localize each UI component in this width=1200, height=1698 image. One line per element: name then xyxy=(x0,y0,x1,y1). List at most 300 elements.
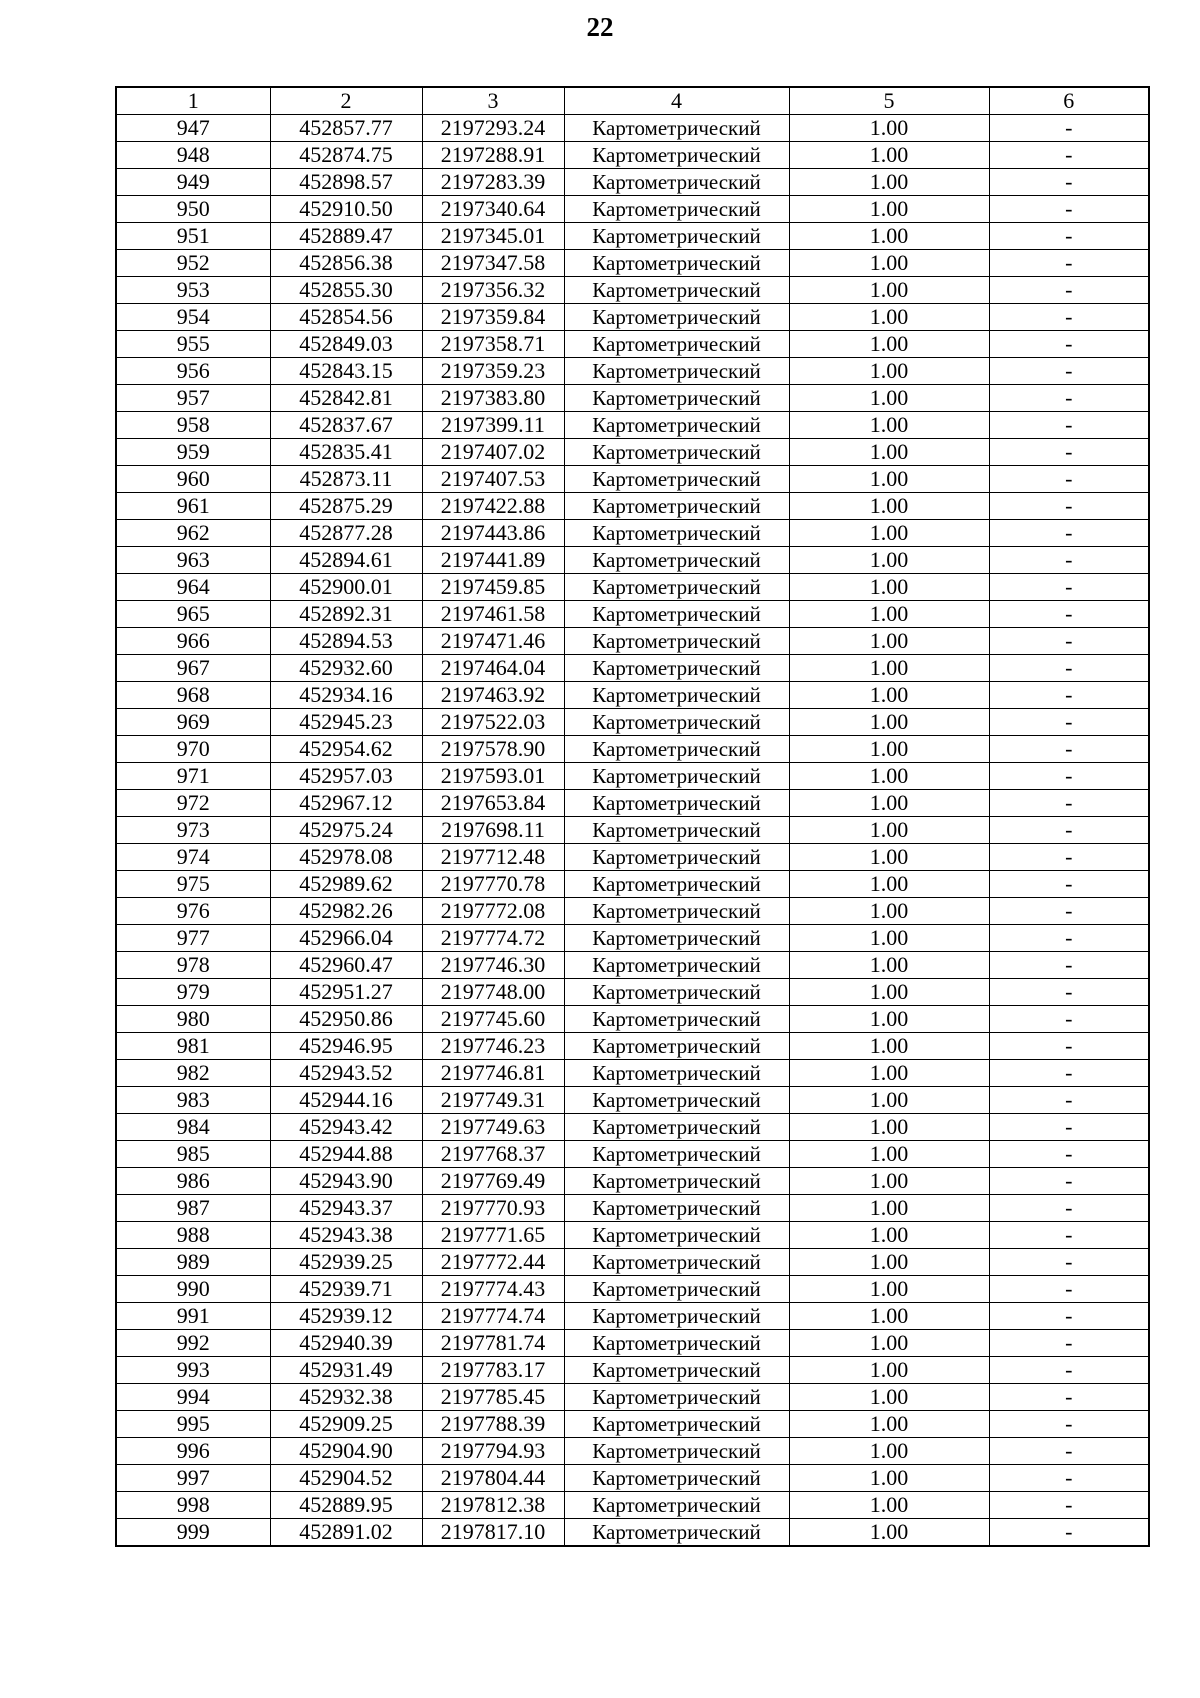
description-cell: - xyxy=(989,1033,1149,1060)
y-coordinate-cell: 2197443.86 xyxy=(422,520,564,547)
method-cell: Картометрический xyxy=(564,115,789,142)
method-cell: Картометрический xyxy=(564,1276,789,1303)
description-cell: - xyxy=(989,1222,1149,1249)
x-coordinate-cell: 452989.62 xyxy=(270,871,422,898)
method-cell: Картометрический xyxy=(564,1168,789,1195)
method-cell: Картометрический xyxy=(564,898,789,925)
y-coordinate-cell: 2197812.38 xyxy=(422,1492,564,1519)
x-coordinate-cell: 452939.71 xyxy=(270,1276,422,1303)
table-row xyxy=(116,952,1149,979)
point-number-cell: 977 xyxy=(116,925,270,952)
description-cell: - xyxy=(989,1249,1149,1276)
accuracy-cell: 1.00 xyxy=(789,115,989,142)
accuracy-cell: 1.00 xyxy=(789,763,989,790)
x-coordinate-cell: 452877.28 xyxy=(270,520,422,547)
point-number-cell: 985 xyxy=(116,1141,270,1168)
description-cell: - xyxy=(989,466,1149,493)
point-number-cell: 990 xyxy=(116,1276,270,1303)
accuracy-cell: 1.00 xyxy=(789,466,989,493)
y-coordinate-cell: 2197774.74 xyxy=(422,1303,564,1330)
point-number-cell: 961 xyxy=(116,493,270,520)
x-coordinate-cell: 452954.62 xyxy=(270,736,422,763)
header-col-5: 5 xyxy=(789,87,989,115)
description-cell: - xyxy=(989,1492,1149,1519)
page-number: 22 xyxy=(586,12,614,42)
table-row xyxy=(116,1330,1149,1357)
table-row xyxy=(116,1249,1149,1276)
point-number-cell: 997 xyxy=(116,1465,270,1492)
accuracy-cell: 1.00 xyxy=(789,682,989,709)
x-coordinate-cell: 452856.38 xyxy=(270,250,422,277)
x-coordinate-cell: 452944.88 xyxy=(270,1141,422,1168)
accuracy-cell: 1.00 xyxy=(789,169,989,196)
y-coordinate-cell: 2197746.81 xyxy=(422,1060,564,1087)
x-coordinate-cell: 452842.81 xyxy=(270,385,422,412)
table-row xyxy=(116,655,1149,682)
y-coordinate-cell: 2197774.43 xyxy=(422,1276,564,1303)
method-cell: Картометрический xyxy=(564,412,789,439)
accuracy-cell: 1.00 xyxy=(789,277,989,304)
method-cell: Картометрический xyxy=(564,628,789,655)
point-number-cell: 966 xyxy=(116,628,270,655)
point-number-cell: 986 xyxy=(116,1168,270,1195)
table-row xyxy=(116,1492,1149,1519)
y-coordinate-cell: 2197783.17 xyxy=(422,1357,564,1384)
accuracy-cell: 1.00 xyxy=(789,412,989,439)
accuracy-cell: 1.00 xyxy=(789,844,989,871)
description-cell: - xyxy=(989,898,1149,925)
y-coordinate-cell: 2197653.84 xyxy=(422,790,564,817)
description-cell: - xyxy=(989,1195,1149,1222)
y-coordinate-cell: 2197347.58 xyxy=(422,250,564,277)
point-number-cell: 970 xyxy=(116,736,270,763)
point-number-cell: 994 xyxy=(116,1384,270,1411)
point-number-cell: 978 xyxy=(116,952,270,979)
description-cell: - xyxy=(989,439,1149,466)
y-coordinate-cell: 2197359.84 xyxy=(422,304,564,331)
table-row xyxy=(116,790,1149,817)
table-row xyxy=(116,547,1149,574)
description-cell: - xyxy=(989,304,1149,331)
method-cell: Картометрический xyxy=(564,385,789,412)
method-cell: Картометрический xyxy=(564,547,789,574)
x-coordinate-cell: 452960.47 xyxy=(270,952,422,979)
point-number-cell: 983 xyxy=(116,1087,270,1114)
method-cell: Картометрический xyxy=(564,1222,789,1249)
accuracy-cell: 1.00 xyxy=(789,655,989,682)
y-coordinate-cell: 2197698.11 xyxy=(422,817,564,844)
point-number-cell: 987 xyxy=(116,1195,270,1222)
description-cell: - xyxy=(989,223,1149,250)
y-coordinate-cell: 2197407.02 xyxy=(422,439,564,466)
x-coordinate-cell: 452975.24 xyxy=(270,817,422,844)
y-coordinate-cell: 2197358.71 xyxy=(422,331,564,358)
y-coordinate-cell: 2197817.10 xyxy=(422,1519,564,1547)
x-coordinate-cell: 452943.42 xyxy=(270,1114,422,1141)
point-number-cell: 964 xyxy=(116,574,270,601)
method-cell: Картометрический xyxy=(564,655,789,682)
table-row xyxy=(116,1141,1149,1168)
y-coordinate-cell: 2197356.32 xyxy=(422,277,564,304)
table-row xyxy=(116,601,1149,628)
table-row xyxy=(116,898,1149,925)
header-col-6: 6 xyxy=(989,87,1149,115)
accuracy-cell: 1.00 xyxy=(789,1384,989,1411)
point-number-cell: 991 xyxy=(116,1303,270,1330)
table-row xyxy=(116,1222,1149,1249)
description-cell: - xyxy=(989,763,1149,790)
method-cell: Картометрический xyxy=(564,331,789,358)
x-coordinate-cell: 452894.53 xyxy=(270,628,422,655)
y-coordinate-cell: 2197749.31 xyxy=(422,1087,564,1114)
x-coordinate-cell: 452892.31 xyxy=(270,601,422,628)
point-number-cell: 971 xyxy=(116,763,270,790)
point-number-cell: 947 xyxy=(116,115,270,142)
table-row xyxy=(116,574,1149,601)
method-cell: Картометрический xyxy=(564,952,789,979)
y-coordinate-cell: 2197461.58 xyxy=(422,601,564,628)
x-coordinate-cell: 452909.25 xyxy=(270,1411,422,1438)
accuracy-cell: 1.00 xyxy=(789,925,989,952)
header-col-1: 1 xyxy=(116,87,270,115)
table-row xyxy=(116,169,1149,196)
y-coordinate-cell: 2197283.39 xyxy=(422,169,564,196)
method-cell: Картометрический xyxy=(564,1195,789,1222)
point-number-cell: 960 xyxy=(116,466,270,493)
description-cell: - xyxy=(989,547,1149,574)
point-number-cell: 959 xyxy=(116,439,270,466)
y-coordinate-cell: 2197748.00 xyxy=(422,979,564,1006)
method-cell: Картометрический xyxy=(564,520,789,547)
table-row xyxy=(116,1357,1149,1384)
y-coordinate-cell: 2197422.88 xyxy=(422,493,564,520)
point-number-cell: 975 xyxy=(116,871,270,898)
description-cell: - xyxy=(989,952,1149,979)
y-coordinate-cell: 2197788.39 xyxy=(422,1411,564,1438)
accuracy-cell: 1.00 xyxy=(789,1465,989,1492)
x-coordinate-cell: 452932.60 xyxy=(270,655,422,682)
x-coordinate-cell: 452931.49 xyxy=(270,1357,422,1384)
description-cell: - xyxy=(989,1303,1149,1330)
description-cell: - xyxy=(989,1519,1149,1547)
description-cell: - xyxy=(989,871,1149,898)
point-number-cell: 972 xyxy=(116,790,270,817)
table-row xyxy=(116,1438,1149,1465)
x-coordinate-cell: 452978.08 xyxy=(270,844,422,871)
method-cell: Картометрический xyxy=(564,1087,789,1114)
description-cell: - xyxy=(989,277,1149,304)
accuracy-cell: 1.00 xyxy=(789,1006,989,1033)
point-number-cell: 992 xyxy=(116,1330,270,1357)
point-number-cell: 980 xyxy=(116,1006,270,1033)
method-cell: Картометрический xyxy=(564,304,789,331)
description-cell: - xyxy=(989,520,1149,547)
table-row xyxy=(116,223,1149,250)
table-row xyxy=(116,844,1149,871)
y-coordinate-cell: 2197770.78 xyxy=(422,871,564,898)
table-row xyxy=(116,682,1149,709)
table-row xyxy=(116,412,1149,439)
y-coordinate-cell: 2197441.89 xyxy=(422,547,564,574)
y-coordinate-cell: 2197794.93 xyxy=(422,1438,564,1465)
y-coordinate-cell: 2197769.49 xyxy=(422,1168,564,1195)
description-cell: - xyxy=(989,169,1149,196)
x-coordinate-cell: 452889.47 xyxy=(270,223,422,250)
method-cell: Картометрический xyxy=(564,1411,789,1438)
method-cell: Картометрический xyxy=(564,1519,789,1547)
description-cell: - xyxy=(989,1384,1149,1411)
table-header-row xyxy=(116,87,1149,115)
y-coordinate-cell: 2197745.60 xyxy=(422,1006,564,1033)
description-cell: - xyxy=(989,412,1149,439)
accuracy-cell: 1.00 xyxy=(789,871,989,898)
y-coordinate-cell: 2197774.72 xyxy=(422,925,564,952)
y-coordinate-cell: 2197712.48 xyxy=(422,844,564,871)
x-coordinate-cell: 452943.90 xyxy=(270,1168,422,1195)
method-cell: Картометрический xyxy=(564,871,789,898)
table-row xyxy=(116,520,1149,547)
y-coordinate-cell: 2197399.11 xyxy=(422,412,564,439)
description-cell: - xyxy=(989,1357,1149,1384)
accuracy-cell: 1.00 xyxy=(789,1492,989,1519)
point-number-cell: 965 xyxy=(116,601,270,628)
description-cell: - xyxy=(989,1465,1149,1492)
table-row xyxy=(116,1060,1149,1087)
x-coordinate-cell: 452944.16 xyxy=(270,1087,422,1114)
point-number-cell: 968 xyxy=(116,682,270,709)
table-row xyxy=(116,358,1149,385)
method-cell: Картометрический xyxy=(564,709,789,736)
method-cell: Картометрический xyxy=(564,844,789,871)
method-cell: Картометрический xyxy=(564,925,789,952)
accuracy-cell: 1.00 xyxy=(789,1330,989,1357)
point-number-cell: 998 xyxy=(116,1492,270,1519)
x-coordinate-cell: 452857.77 xyxy=(270,115,422,142)
description-cell: - xyxy=(989,979,1149,1006)
accuracy-cell: 1.00 xyxy=(789,1519,989,1547)
table-row xyxy=(116,1384,1149,1411)
accuracy-cell: 1.00 xyxy=(789,547,989,574)
method-cell: Картометрический xyxy=(564,169,789,196)
y-coordinate-cell: 2197772.44 xyxy=(422,1249,564,1276)
method-cell: Картометрический xyxy=(564,250,789,277)
point-number-cell: 950 xyxy=(116,196,270,223)
table-row xyxy=(116,736,1149,763)
accuracy-cell: 1.00 xyxy=(789,520,989,547)
y-coordinate-cell: 2197804.44 xyxy=(422,1465,564,1492)
table-row xyxy=(116,304,1149,331)
accuracy-cell: 1.00 xyxy=(789,439,989,466)
method-cell: Картометрический xyxy=(564,358,789,385)
table-row xyxy=(116,1411,1149,1438)
table-row xyxy=(116,628,1149,655)
description-cell: - xyxy=(989,142,1149,169)
method-cell: Картометрический xyxy=(564,1465,789,1492)
point-number-cell: 974 xyxy=(116,844,270,871)
point-number-cell: 995 xyxy=(116,1411,270,1438)
x-coordinate-cell: 452875.29 xyxy=(270,493,422,520)
y-coordinate-cell: 2197746.30 xyxy=(422,952,564,979)
accuracy-cell: 1.00 xyxy=(789,1195,989,1222)
accuracy-cell: 1.00 xyxy=(789,1438,989,1465)
x-coordinate-cell: 452835.41 xyxy=(270,439,422,466)
table-row xyxy=(116,1087,1149,1114)
x-coordinate-cell: 452945.23 xyxy=(270,709,422,736)
description-cell: - xyxy=(989,1330,1149,1357)
method-cell: Картометрический xyxy=(564,736,789,763)
x-coordinate-cell: 452910.50 xyxy=(270,196,422,223)
accuracy-cell: 1.00 xyxy=(789,1411,989,1438)
method-cell: Картометрический xyxy=(564,601,789,628)
method-cell: Картометрический xyxy=(564,142,789,169)
method-cell: Картометрический xyxy=(564,196,789,223)
table-row xyxy=(116,925,1149,952)
method-cell: Картометрический xyxy=(564,1033,789,1060)
accuracy-cell: 1.00 xyxy=(789,1087,989,1114)
x-coordinate-cell: 452855.30 xyxy=(270,277,422,304)
method-cell: Картометрический xyxy=(564,277,789,304)
description-cell: - xyxy=(989,385,1149,412)
header-col-2: 2 xyxy=(270,87,422,115)
description-cell: - xyxy=(989,1060,1149,1087)
header-col-3: 3 xyxy=(422,87,564,115)
accuracy-cell: 1.00 xyxy=(789,358,989,385)
table-row xyxy=(116,1465,1149,1492)
method-cell: Картометрический xyxy=(564,1006,789,1033)
description-cell: - xyxy=(989,574,1149,601)
description-cell: - xyxy=(989,1114,1149,1141)
point-number-cell: 979 xyxy=(116,979,270,1006)
description-cell: - xyxy=(989,682,1149,709)
accuracy-cell: 1.00 xyxy=(789,628,989,655)
y-coordinate-cell: 2197359.23 xyxy=(422,358,564,385)
x-coordinate-cell: 452943.37 xyxy=(270,1195,422,1222)
table-row xyxy=(116,1303,1149,1330)
point-number-cell: 954 xyxy=(116,304,270,331)
y-coordinate-cell: 2197746.23 xyxy=(422,1033,564,1060)
table-row xyxy=(116,1033,1149,1060)
method-cell: Картометрический xyxy=(564,1303,789,1330)
description-cell: - xyxy=(989,1168,1149,1195)
description-cell: - xyxy=(989,601,1149,628)
y-coordinate-cell: 2197593.01 xyxy=(422,763,564,790)
method-cell: Картометрический xyxy=(564,439,789,466)
table-row xyxy=(116,817,1149,844)
y-coordinate-cell: 2197785.45 xyxy=(422,1384,564,1411)
method-cell: Картометрический xyxy=(564,682,789,709)
table-row xyxy=(116,493,1149,520)
point-number-cell: 984 xyxy=(116,1114,270,1141)
method-cell: Картометрический xyxy=(564,1357,789,1384)
description-cell: - xyxy=(989,1006,1149,1033)
accuracy-cell: 1.00 xyxy=(789,250,989,277)
method-cell: Картометрический xyxy=(564,979,789,1006)
table-row xyxy=(116,115,1149,142)
description-cell: - xyxy=(989,493,1149,520)
point-number-cell: 989 xyxy=(116,1249,270,1276)
point-number-cell: 969 xyxy=(116,709,270,736)
y-coordinate-cell: 2197288.91 xyxy=(422,142,564,169)
y-coordinate-cell: 2197471.46 xyxy=(422,628,564,655)
point-number-cell: 981 xyxy=(116,1033,270,1060)
method-cell: Картометрический xyxy=(564,763,789,790)
description-cell: - xyxy=(989,1141,1149,1168)
method-cell: Картометрический xyxy=(564,790,789,817)
method-cell: Картометрический xyxy=(564,1330,789,1357)
method-cell: Картометрический xyxy=(564,1492,789,1519)
header-col-4: 4 xyxy=(564,87,789,115)
table-row xyxy=(116,250,1149,277)
table-row xyxy=(116,439,1149,466)
description-cell: - xyxy=(989,1438,1149,1465)
description-cell: - xyxy=(989,1411,1149,1438)
accuracy-cell: 1.00 xyxy=(789,493,989,520)
description-cell: - xyxy=(989,817,1149,844)
table-row xyxy=(116,1519,1149,1547)
method-cell: Картометрический xyxy=(564,1141,789,1168)
y-coordinate-cell: 2197522.03 xyxy=(422,709,564,736)
accuracy-cell: 1.00 xyxy=(789,1060,989,1087)
accuracy-cell: 1.00 xyxy=(789,898,989,925)
y-coordinate-cell: 2197768.37 xyxy=(422,1141,564,1168)
y-coordinate-cell: 2197407.53 xyxy=(422,466,564,493)
x-coordinate-cell: 452898.57 xyxy=(270,169,422,196)
description-cell: - xyxy=(989,115,1149,142)
accuracy-cell: 1.00 xyxy=(789,709,989,736)
x-coordinate-cell: 452939.25 xyxy=(270,1249,422,1276)
x-coordinate-cell: 452957.03 xyxy=(270,763,422,790)
accuracy-cell: 1.00 xyxy=(789,1114,989,1141)
point-number-cell: 996 xyxy=(116,1438,270,1465)
accuracy-cell: 1.00 xyxy=(789,304,989,331)
table-row xyxy=(116,1168,1149,1195)
description-cell: - xyxy=(989,1087,1149,1114)
method-cell: Картометрический xyxy=(564,1060,789,1087)
accuracy-cell: 1.00 xyxy=(789,1141,989,1168)
table-row xyxy=(116,331,1149,358)
method-cell: Картометрический xyxy=(564,1384,789,1411)
x-coordinate-cell: 452943.52 xyxy=(270,1060,422,1087)
accuracy-cell: 1.00 xyxy=(789,1249,989,1276)
x-coordinate-cell: 452894.61 xyxy=(270,547,422,574)
table-row xyxy=(116,871,1149,898)
x-coordinate-cell: 452966.04 xyxy=(270,925,422,952)
x-coordinate-cell: 452951.27 xyxy=(270,979,422,1006)
coordinates-table xyxy=(115,86,1150,1547)
x-coordinate-cell: 452939.12 xyxy=(270,1303,422,1330)
accuracy-cell: 1.00 xyxy=(789,1168,989,1195)
x-coordinate-cell: 452904.52 xyxy=(270,1465,422,1492)
point-number-cell: 952 xyxy=(116,250,270,277)
y-coordinate-cell: 2197340.64 xyxy=(422,196,564,223)
accuracy-cell: 1.00 xyxy=(789,331,989,358)
table-row xyxy=(116,385,1149,412)
method-cell: Картометрический xyxy=(564,1438,789,1465)
x-coordinate-cell: 452843.15 xyxy=(270,358,422,385)
description-cell: - xyxy=(989,331,1149,358)
accuracy-cell: 1.00 xyxy=(789,142,989,169)
table-row xyxy=(116,1114,1149,1141)
x-coordinate-cell: 452904.90 xyxy=(270,1438,422,1465)
table-body xyxy=(116,115,1149,1547)
point-number-cell: 958 xyxy=(116,412,270,439)
description-cell: - xyxy=(989,709,1149,736)
accuracy-cell: 1.00 xyxy=(789,1357,989,1384)
method-cell: Картометрический xyxy=(564,817,789,844)
x-coordinate-cell: 452940.39 xyxy=(270,1330,422,1357)
point-number-cell: 982 xyxy=(116,1060,270,1087)
description-cell: - xyxy=(989,358,1149,385)
